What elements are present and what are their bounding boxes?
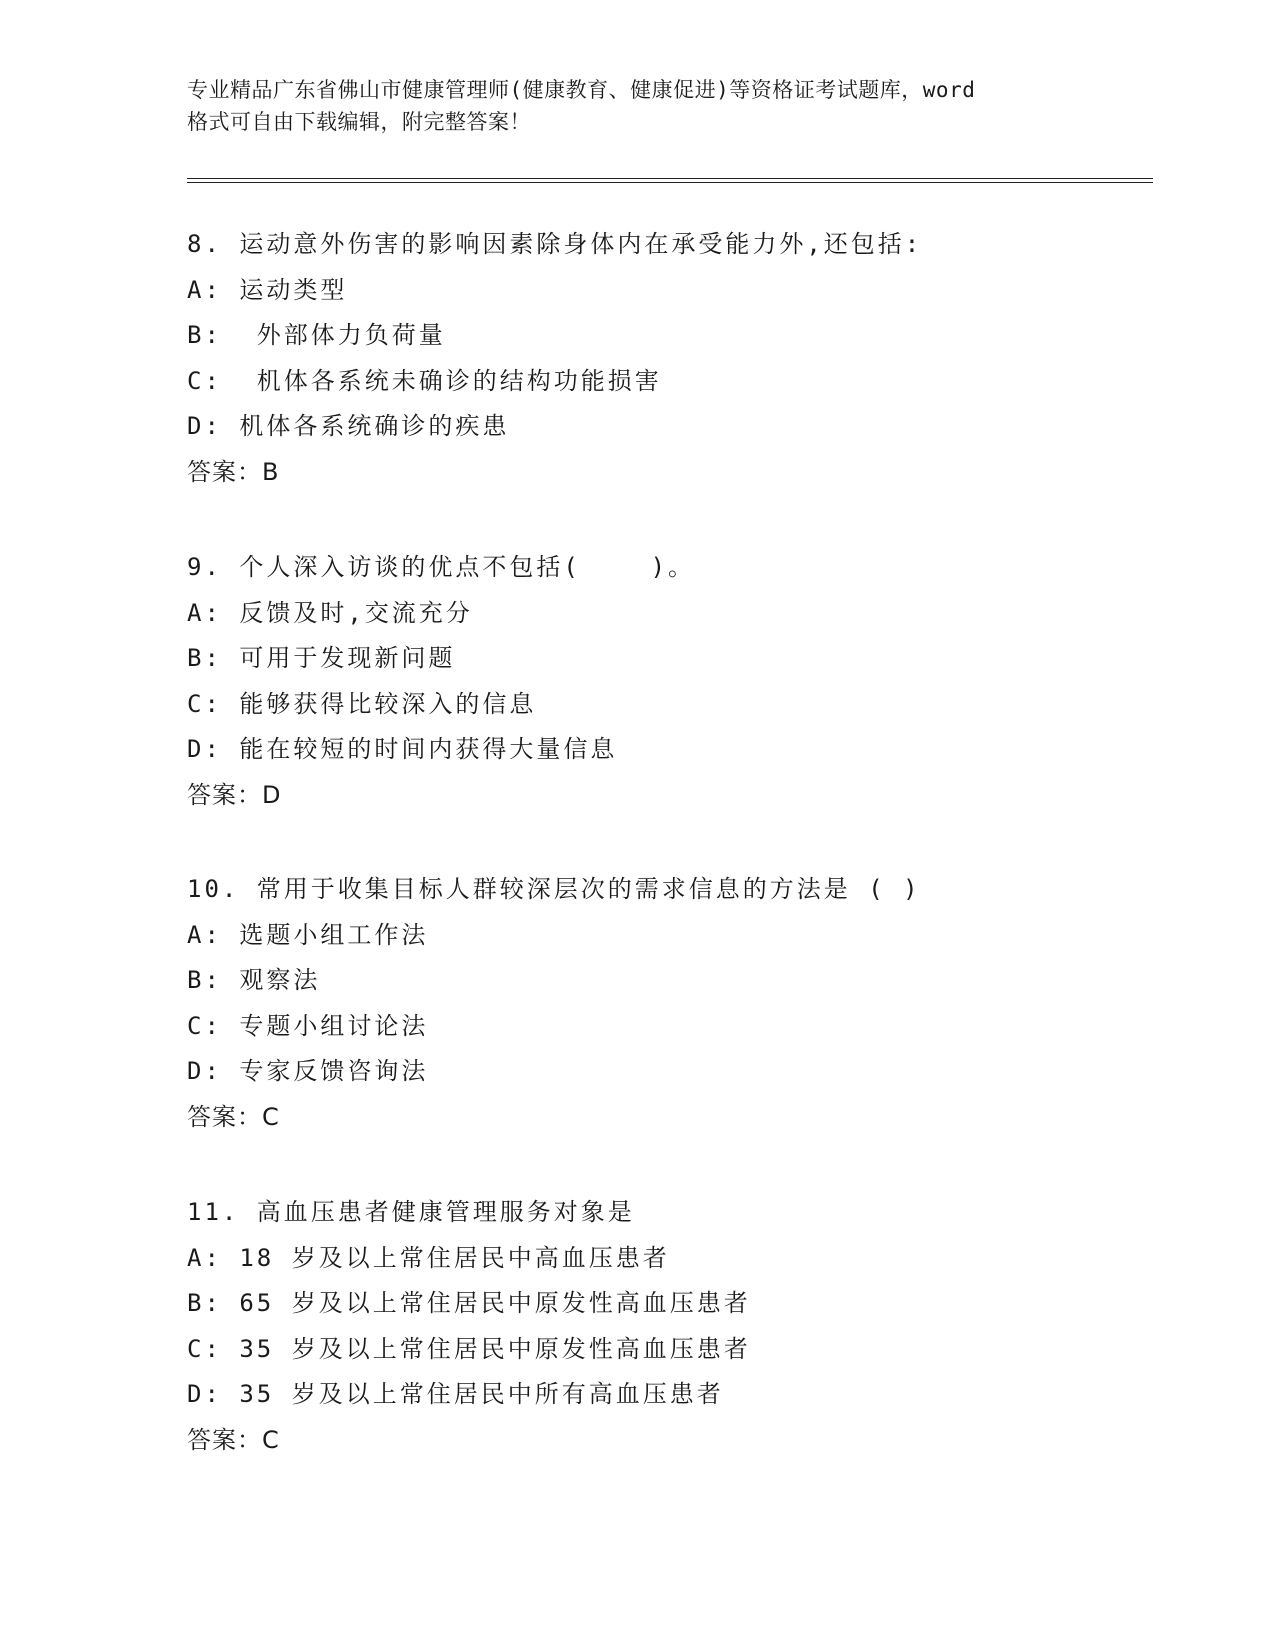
answer-line: 答案：D bbox=[187, 780, 282, 809]
document-header bbox=[187, 74, 1087, 138]
question-10 bbox=[187, 867, 1087, 1141]
option-a: A: 反馈及时,交流充分 bbox=[187, 598, 473, 627]
option-b: B: 外部体力负荷量 bbox=[187, 321, 446, 350]
question-11 bbox=[187, 1190, 1087, 1464]
question-stem: 8. 运动意外伤害的影响因素除身体内在承受能力外,还包括: bbox=[187, 230, 923, 258]
option-b: B: 可用于发现新问题 bbox=[187, 644, 456, 673]
option-a: A: 运动类型 bbox=[187, 275, 348, 304]
option-c: C: 机体各系统未确诊的结构功能损害 bbox=[187, 366, 662, 395]
question-9 bbox=[187, 545, 1087, 819]
answer-line: 答案：B bbox=[187, 457, 280, 486]
option-c: C: 专题小组讨论法 bbox=[187, 1011, 429, 1040]
header-divider bbox=[187, 178, 1153, 183]
question-8 bbox=[187, 222, 1087, 496]
option-c: C: 35 岁及以上常住居民中原发性高血压患者 bbox=[187, 1334, 751, 1363]
question-stem: 9. 个人深入访谈的优点不包括( )。 bbox=[187, 553, 696, 581]
question-stem: 10. 常用于收集目标人群较深层次的需求信息的方法是 ( ) bbox=[187, 875, 921, 903]
option-a: A: 选题小组工作法 bbox=[187, 920, 429, 949]
answer-line: 答案：C bbox=[187, 1102, 280, 1131]
option-a: A: 18 岁及以上常住居民中高血压患者 bbox=[187, 1243, 670, 1272]
option-d: D: 机体各系统确诊的疾患 bbox=[187, 412, 510, 441]
option-d: D: 专家反馈咨询法 bbox=[187, 1057, 429, 1086]
header-line-2: 格式可自由下载编辑，附完整答案！ bbox=[187, 110, 531, 134]
question-stem: 11. 高血压患者健康管理服务对象是 bbox=[187, 1198, 635, 1226]
option-d: D: 35 岁及以上常住居民中所有高血压患者 bbox=[187, 1380, 724, 1409]
option-b: B: 观察法 bbox=[187, 966, 321, 995]
header-line-1: 专业精品广东省佛山市健康管理师(健康教育、健康促进)等资格证考试题库，word bbox=[187, 78, 976, 102]
option-b: B: 65 岁及以上常住居民中原发性高血压患者 bbox=[187, 1289, 751, 1318]
answer-line: 答案：C bbox=[187, 1425, 280, 1454]
option-c: C: 能够获得比较深入的信息 bbox=[187, 689, 537, 718]
option-d: D: 能在较短的时间内获得大量信息 bbox=[187, 735, 618, 764]
